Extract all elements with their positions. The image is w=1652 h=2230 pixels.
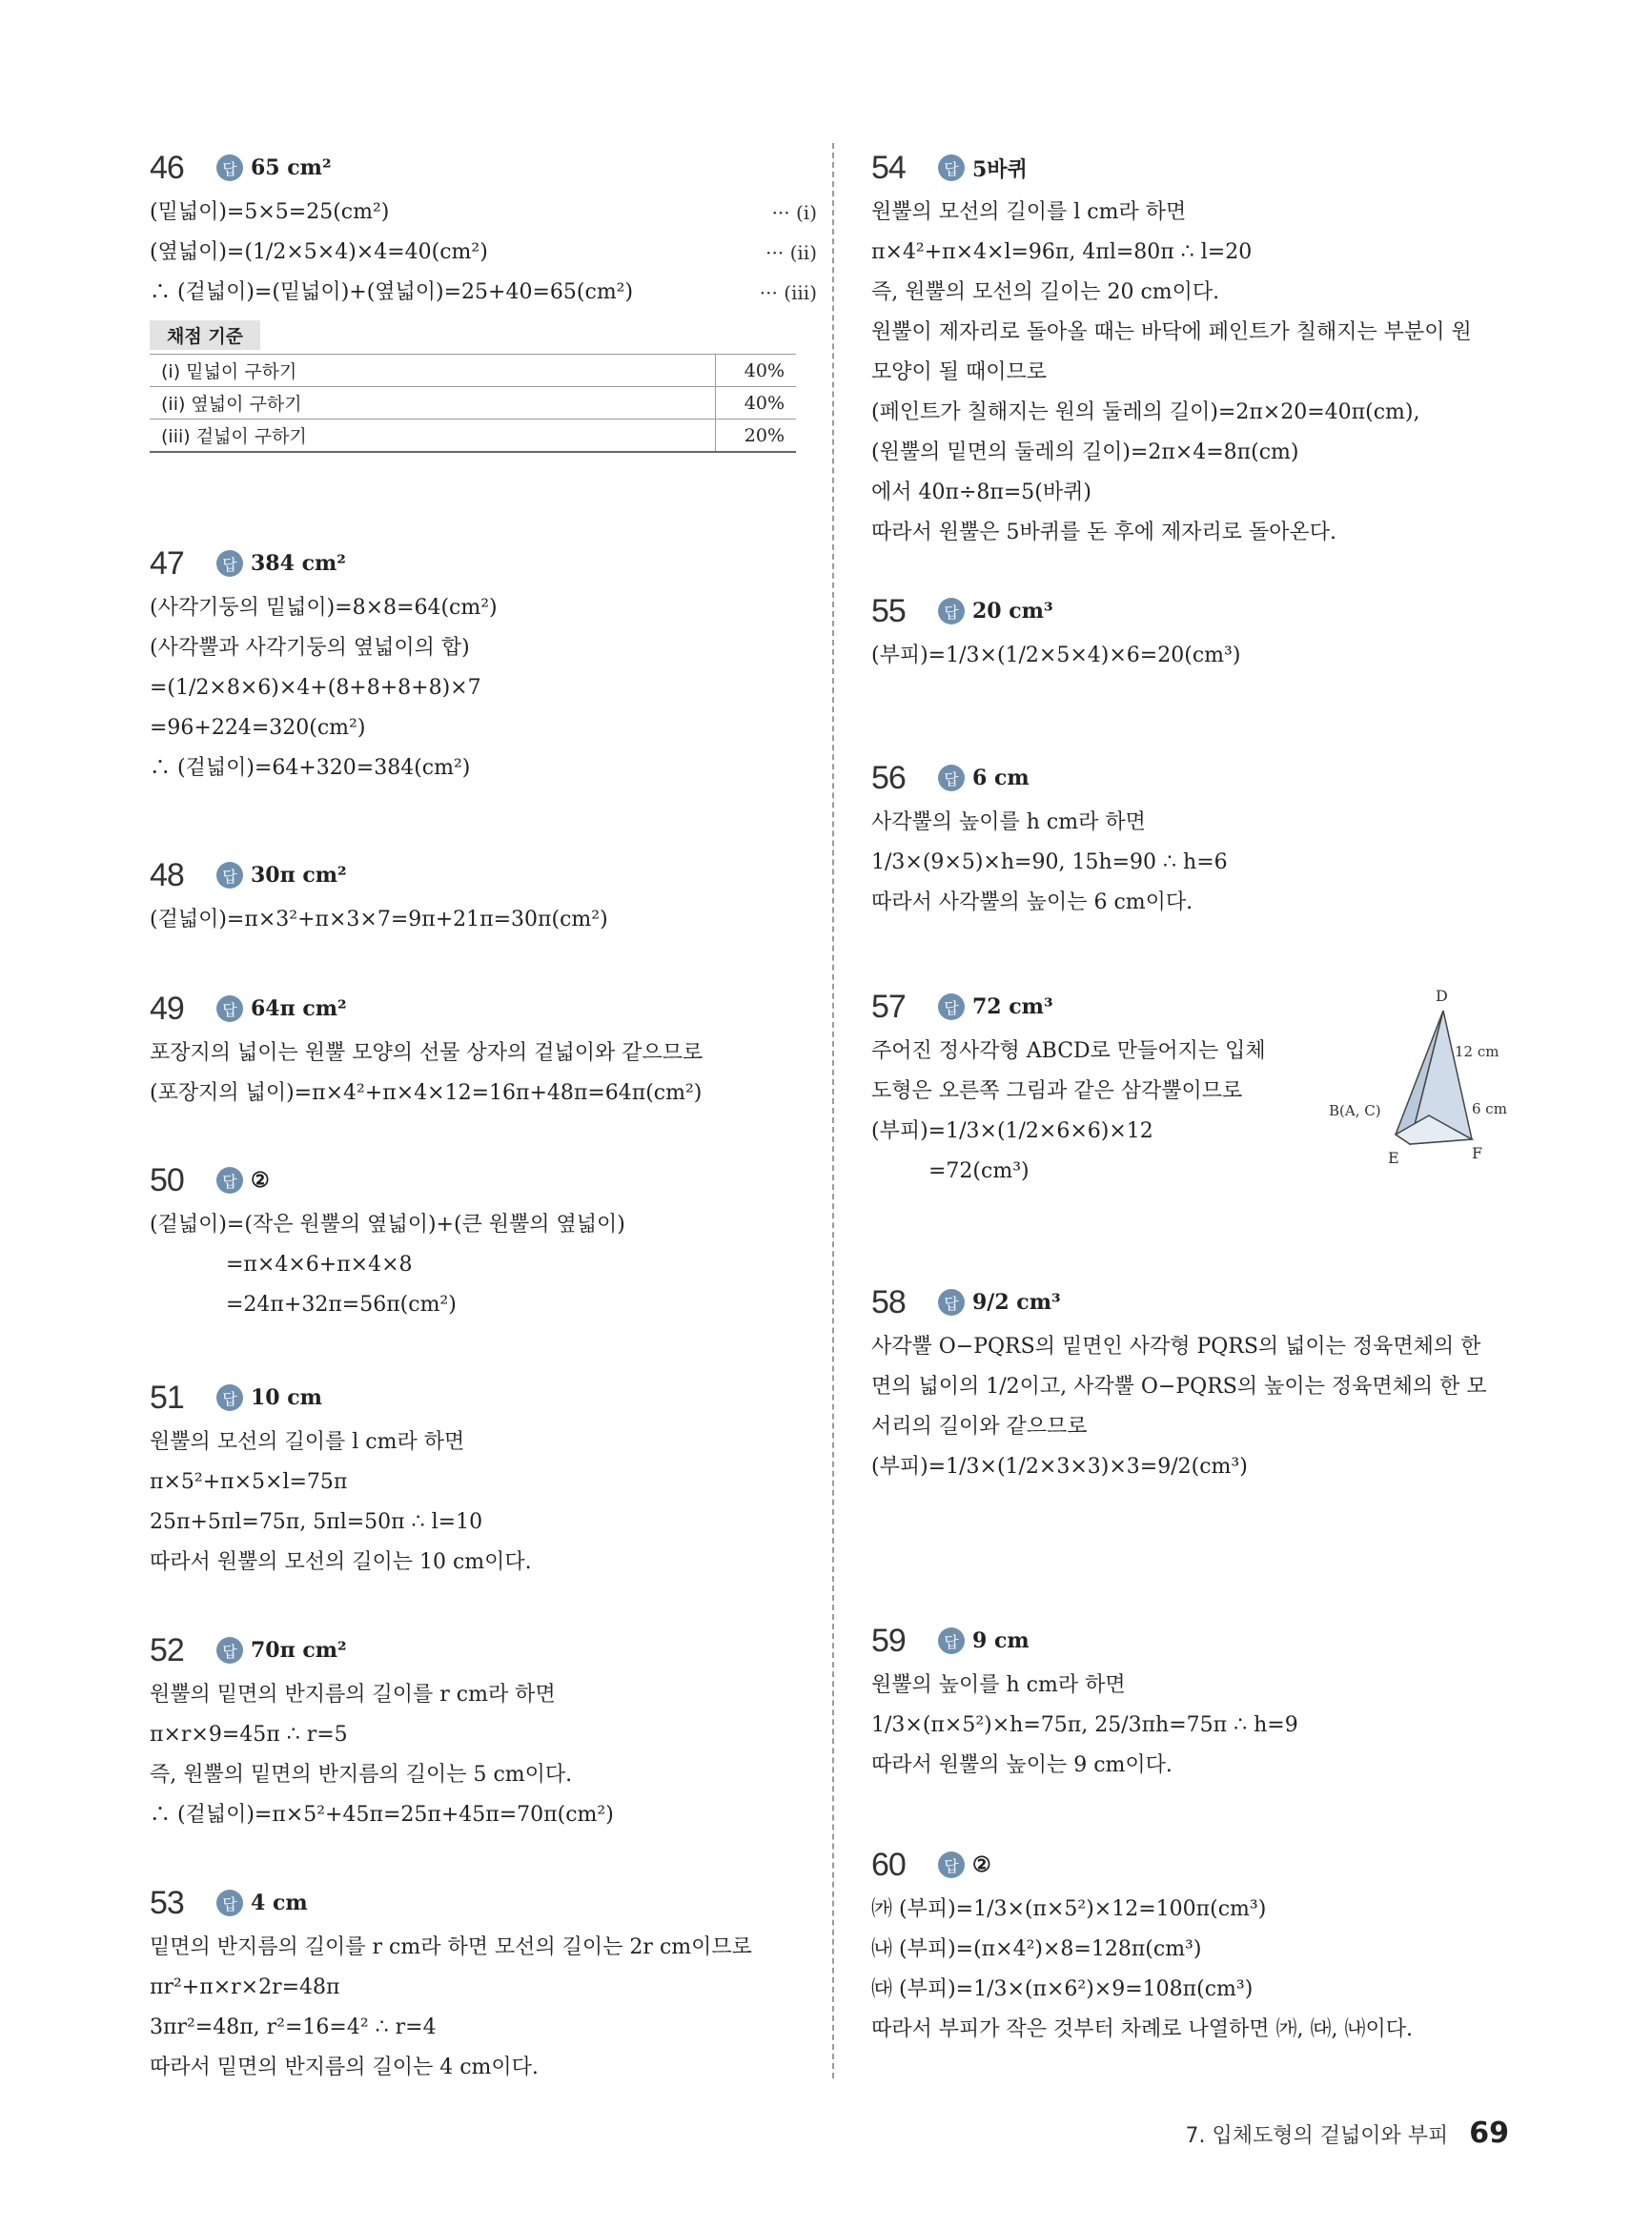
problem-number: 60 (871, 1846, 906, 1883)
problem-header (871, 586, 1539, 636)
solution-text: 원뿔의 모선의 길이를 l cm라 하면 (150, 1430, 465, 1454)
solution-line (871, 2010, 1539, 2050)
solution-line (871, 193, 1539, 233)
solution-text: =96+224=320(cm²) (150, 716, 366, 740)
problem-number: 50 (150, 1161, 184, 1198)
solution-text: ㈏ (부피)=(π×4²)×8=128π(cm³) (871, 1937, 1202, 1961)
problem-header (871, 143, 1539, 193)
problem-header (150, 143, 817, 193)
solution-line (150, 588, 817, 628)
solution-text: π×5²+π×5×l=75π (150, 1470, 348, 1494)
solution-text: (원뿔의 밑면의 둘레의 길이)=2π×4=8π(cm) (871, 440, 1299, 464)
answer-badge-icon: 답 (216, 995, 243, 1022)
solution-text: 1/3×(9×5)×h=90, 15h=90 ∴ h=6 (871, 850, 1228, 874)
grading-criteria-title: 채점 기준 (150, 320, 260, 350)
solution-text: 따라서 원뿔의 모선의 길이는 10 cm이다. (150, 1550, 532, 1574)
solution-line (871, 843, 1539, 883)
problem-54 (871, 143, 1539, 553)
problem-number: 52 (150, 1631, 184, 1668)
solution-text: ㈐ (부피)=1/3×(π×6²)×9=108π(cm³) (871, 1977, 1254, 2001)
problem-header (150, 539, 817, 588)
problem-52 (150, 1626, 817, 1835)
solution-line (150, 1675, 817, 1715)
solution-line (150, 1422, 817, 1463)
solution-line (871, 313, 1539, 353)
answer-badge-icon: 답 (216, 1890, 243, 1916)
solution-text: πr²+π×r×2r=48π (150, 1975, 340, 1999)
table-row (150, 355, 796, 387)
problem-header (871, 1616, 1539, 1666)
solution-text: ∴ (겉넓이)=(밑넓이)+(옆넓이)=25+40=65(cm²) (150, 280, 634, 304)
solution-line (871, 1970, 1539, 2010)
solution-text: (사각뿔과 사각기둥의 옆넓이의 합) (150, 636, 470, 660)
answer-text: 10 cm (251, 1385, 322, 1410)
solution-line (871, 1746, 1539, 1786)
answer-text: 72 cm³ (972, 994, 1053, 1019)
problem-number: 56 (871, 759, 906, 796)
problem-60 (871, 1840, 1539, 2050)
solution-line (871, 1930, 1539, 1970)
solution-line (871, 433, 1539, 473)
table-row (150, 419, 796, 453)
solution-text: π×r×9=45π ∴ r=5 (150, 1723, 348, 1747)
answer-badge-icon: 답 (938, 1627, 965, 1654)
solution-line (871, 473, 1539, 513)
solution-line (871, 883, 1539, 923)
problem-number: 49 (150, 990, 184, 1027)
criteria-percent: 20% (716, 419, 797, 453)
solution-text: 포장지의 넓이는 원뿔 모양의 선물 상자의 겉넓이와 같으므로 (150, 1041, 704, 1065)
solution-line (150, 2008, 817, 2048)
solution-text: 원뿔의 높이를 h cm라 하면 (871, 1673, 1126, 1697)
answer-text: 30π cm² (251, 863, 347, 888)
problem-51 (150, 1373, 817, 1583)
solution-line (150, 1755, 817, 1795)
solution-text: ∴ (겉넓이)=64+320=384(cm²) (150, 756, 471, 780)
solution-line (150, 1463, 817, 1503)
solution-text: 도형은 오른쪽 그림과 같은 삼각뿔이므로 (871, 1079, 1243, 1103)
answer-text: 9/2 cm³ (972, 1290, 1061, 1315)
solution-text: 서리의 길이와 같으므로 (871, 1415, 1088, 1439)
solution-line (150, 1715, 817, 1755)
solution-line (150, 1928, 817, 1968)
criteria-label: (ii) 옆넓이 구하기 (150, 387, 716, 419)
chapter-title: 7. 입체도형의 겉넓이와 부피 (1185, 2124, 1449, 2148)
problem-number: 53 (150, 1884, 184, 1921)
solution-text: 즉, 원뿔의 밑면의 반지름의 길이는 5 cm이다. (150, 1763, 573, 1787)
answer-text: ② (972, 1852, 991, 1877)
solution-line (871, 1367, 1539, 1407)
problem-header (150, 1878, 817, 1928)
problem-number: 57 (871, 988, 906, 1025)
solution-text: (페인트가 칠해지는 원의 둘레의 길이)=2π×20=40π(cm), (871, 400, 1420, 424)
solution-text: (부피)=1/3×(1/2×3×3)×3=9/2(cm³) (871, 1455, 1248, 1479)
solution-line (150, 1205, 817, 1245)
step-marker: ··· (iii) (759, 281, 817, 304)
problem-53 (150, 1878, 817, 2088)
solution-text: 25π+5πl=75π, 5πl=50π ∴ l=10 (150, 1510, 483, 1534)
criteria-percent: 40% (716, 355, 797, 387)
problem-number: 54 (871, 149, 906, 186)
problem-56 (871, 753, 1539, 923)
problem-number: 46 (150, 149, 184, 186)
solution-line (871, 1407, 1539, 1447)
side-length-label: 6 cm (1472, 1100, 1507, 1117)
solution-text: 따라서 밑면의 반지름의 길이는 4 cm이다. (150, 2056, 539, 2079)
answer-badge-icon: 답 (938, 1852, 965, 1878)
solution-line (150, 2048, 817, 2088)
solution-line (150, 233, 817, 273)
problem-55 (871, 586, 1539, 676)
answer-text: 65 cm² (251, 155, 332, 180)
solution-line (871, 636, 1539, 676)
solution-text: ∴ (겉넓이)=π×5²+45π=25π+45π=70π(cm²) (150, 1803, 614, 1827)
answer-badge-icon: 답 (938, 765, 965, 791)
solution-line (871, 233, 1539, 273)
problem-header (150, 850, 817, 900)
problem-59 (871, 1616, 1539, 1786)
problem-57 (871, 982, 1539, 1192)
answer-text: 4 cm (251, 1891, 308, 1915)
solution-text: =π×4×6+π×4×8 (226, 1253, 413, 1277)
solution-line (150, 1543, 817, 1583)
problem-header (150, 1156, 817, 1205)
solution-line (150, 193, 817, 233)
answer-badge-icon: 답 (216, 1167, 243, 1194)
tetrahedron-figure (1329, 982, 1539, 1205)
problem-58 (871, 1278, 1539, 1487)
solution-line (150, 1795, 817, 1835)
problem-49 (150, 984, 817, 1114)
solution-text: =72(cm³) (928, 1159, 1030, 1183)
problem-46 (150, 143, 817, 453)
problem-number: 59 (871, 1622, 906, 1659)
answer-badge-icon: 답 (938, 1289, 965, 1316)
problem-header (871, 1278, 1539, 1327)
problem-number: 58 (871, 1283, 906, 1320)
solution-text: 따라서 원뿔의 높이는 9 cm이다. (871, 1753, 1173, 1777)
problem-number: 47 (150, 544, 184, 582)
solution-line (150, 1503, 817, 1543)
problem-header (150, 1373, 817, 1422)
solution-text: =(1/2×8×6)×4+(8+8+8+8)×7 (150, 676, 481, 700)
solution-line (871, 353, 1539, 393)
solution-text: =24π+32π=56π(cm²) (226, 1293, 457, 1317)
solution-line (871, 1447, 1539, 1487)
solution-line (871, 1890, 1539, 1930)
answer-badge-icon: 답 (938, 993, 965, 1020)
solution-line (871, 513, 1539, 553)
solution-text: 사각뿔 O−PQRS의 밑면인 사각형 PQRS의 넓이는 정육면체의 한 (871, 1335, 1481, 1359)
solution-text: (부피)=1/3×(1/2×5×4)×6=20(cm³) (871, 644, 1241, 667)
solution-line (871, 1327, 1539, 1367)
solution-text: 원뿔의 밑면의 반지름의 길이를 r cm라 하면 (150, 1683, 556, 1707)
answer-badge-icon: 답 (216, 1637, 243, 1664)
answer-badge-icon: 답 (216, 550, 243, 577)
answer-badge-icon: 답 (216, 862, 243, 889)
solution-text: 원뿔의 모선의 길이를 l cm라 하면 (871, 200, 1187, 224)
answer-badge-icon: 답 (216, 1384, 243, 1411)
solution-text: π×4²+π×4×l=96π, 4πl=80π ∴ l=20 (871, 240, 1253, 264)
solution-line (150, 748, 817, 788)
solution-text: 따라서 사각뿔의 높이는 6 cm이다. (871, 890, 1193, 914)
solution-text: 1/3×(π×5²)×h=75π, 25/3πh=75π ∴ h=9 (871, 1713, 1298, 1737)
vertex-label-bac: B(A, C) (1329, 1102, 1381, 1119)
answer-text: ② (251, 1168, 270, 1193)
solution-text: 밑면의 반지름의 길이를 r cm라 하면 모선의 길이는 2r cm이므로 (150, 1935, 752, 1959)
solution-text: (옆넓이)=(1/2×5×4)×4=40(cm²) (150, 240, 488, 264)
answer-badge-icon: 답 (938, 598, 965, 624)
solution-text: 주어진 정사각형 ABCD로 만들어지는 입체 (871, 1039, 1266, 1063)
answer-text: 20 cm³ (972, 599, 1053, 624)
answer-text: 384 cm² (251, 551, 346, 576)
answer-badge-icon: 답 (216, 154, 243, 181)
solution-text: (포장지의 넓이)=π×4²+π×4×12=16π+48π=64π(cm²) (150, 1081, 703, 1105)
solution-line (150, 1245, 817, 1285)
solution-text: 따라서 부피가 작은 것부터 차례로 나열하면 ㈎, ㈐, ㈏이다. (871, 2017, 1413, 2041)
solution-text: 3πr²=48π, r²=16=4² ∴ r=4 (150, 2015, 437, 2039)
criteria-percent: 40% (716, 387, 797, 419)
solution-text: 에서 40π÷8π=5(바퀴) (871, 481, 1091, 504)
vertex-label-d: D (1436, 987, 1448, 1005)
vertex-label-e: E (1388, 1149, 1399, 1167)
problem-47 (150, 539, 817, 788)
answer-text: 9 cm (972, 1628, 1030, 1653)
solution-text: 면의 넓이의 1/2이고, 사각뿔 O−PQRS의 높이는 정육면체의 한 모 (871, 1375, 1487, 1399)
solution-line (150, 1033, 817, 1074)
step-marker: ··· (ii) (765, 241, 817, 264)
column-divider (832, 143, 834, 2078)
solution-line (871, 273, 1539, 313)
solution-text: 따라서 원뿔은 5바퀴를 돈 후에 제자리로 돌아온다. (871, 521, 1336, 544)
solution-line (150, 1074, 817, 1114)
solution-text: (겉넓이)=(작은 원뿔의 옆넓이)+(큰 원뿔의 옆넓이) (150, 1213, 625, 1237)
page-footer (1186, 2117, 1510, 2150)
answer-text: 6 cm (972, 766, 1030, 790)
solution-text: 즉, 원뿔의 모선의 길이는 20 cm이다. (871, 280, 1220, 304)
solution-line (150, 900, 817, 940)
problem-48 (150, 850, 817, 940)
solution-line (150, 1285, 817, 1325)
solution-line (150, 708, 817, 748)
vertex-label-f: F (1472, 1144, 1483, 1162)
solution-text: 원뿔이 제자리로 돌아올 때는 바닥에 페인트가 칠해지는 부분이 원 (871, 320, 1472, 344)
solution-line (150, 273, 817, 313)
solution-line (150, 668, 817, 708)
solution-text: (밑넓이)=5×5=25(cm²) (150, 200, 390, 224)
edge-length-label: 12 cm (1455, 1043, 1499, 1060)
step-marker: ··· (i) (771, 201, 817, 224)
answer-text: 70π cm² (251, 1638, 347, 1663)
answer-text: 64π cm² (251, 996, 347, 1021)
solution-line (871, 803, 1539, 843)
criteria-label: (iii) 겉넓이 구하기 (150, 419, 716, 453)
problem-number: 51 (150, 1379, 184, 1416)
solution-line (150, 628, 817, 668)
solution-text: (부피)=1/3×(1/2×6×6)×12 (871, 1119, 1153, 1143)
solution-line (871, 1706, 1539, 1746)
problem-number: 48 (150, 856, 184, 893)
solution-text: 사각뿔의 높이를 h cm라 하면 (871, 810, 1146, 834)
solution-text: 모양이 될 때이므로 (871, 360, 1048, 384)
problem-number: 55 (871, 592, 906, 629)
solution-text: (겉넓이)=π×3²+π×3×7=9π+21π=30π(cm²) (150, 908, 608, 931)
problem-header (871, 753, 1539, 803)
problem-50 (150, 1156, 817, 1325)
problem-header (871, 1840, 1539, 1890)
tetrahedron-svg (1329, 982, 1539, 1201)
table-row (150, 387, 796, 419)
solution-line (871, 393, 1539, 433)
problem-header (150, 1626, 817, 1675)
criteria-label: (i) 밑넓이 구하기 (150, 355, 716, 387)
problem-header (150, 984, 817, 1033)
page-number: 69 (1469, 2117, 1509, 2150)
solution-text: ㈎ (부피)=1/3×(π×5²)×12=100π(cm³) (871, 1897, 1267, 1921)
solution-line (150, 1968, 817, 2008)
answer-badge-icon: 답 (938, 154, 965, 181)
solution-line (871, 1666, 1539, 1706)
solution-text: (사각기둥의 밑넓이)=8×8=64(cm²) (150, 596, 498, 620)
answer-text: 5바퀴 (972, 156, 1028, 182)
grading-criteria-table (150, 354, 796, 453)
